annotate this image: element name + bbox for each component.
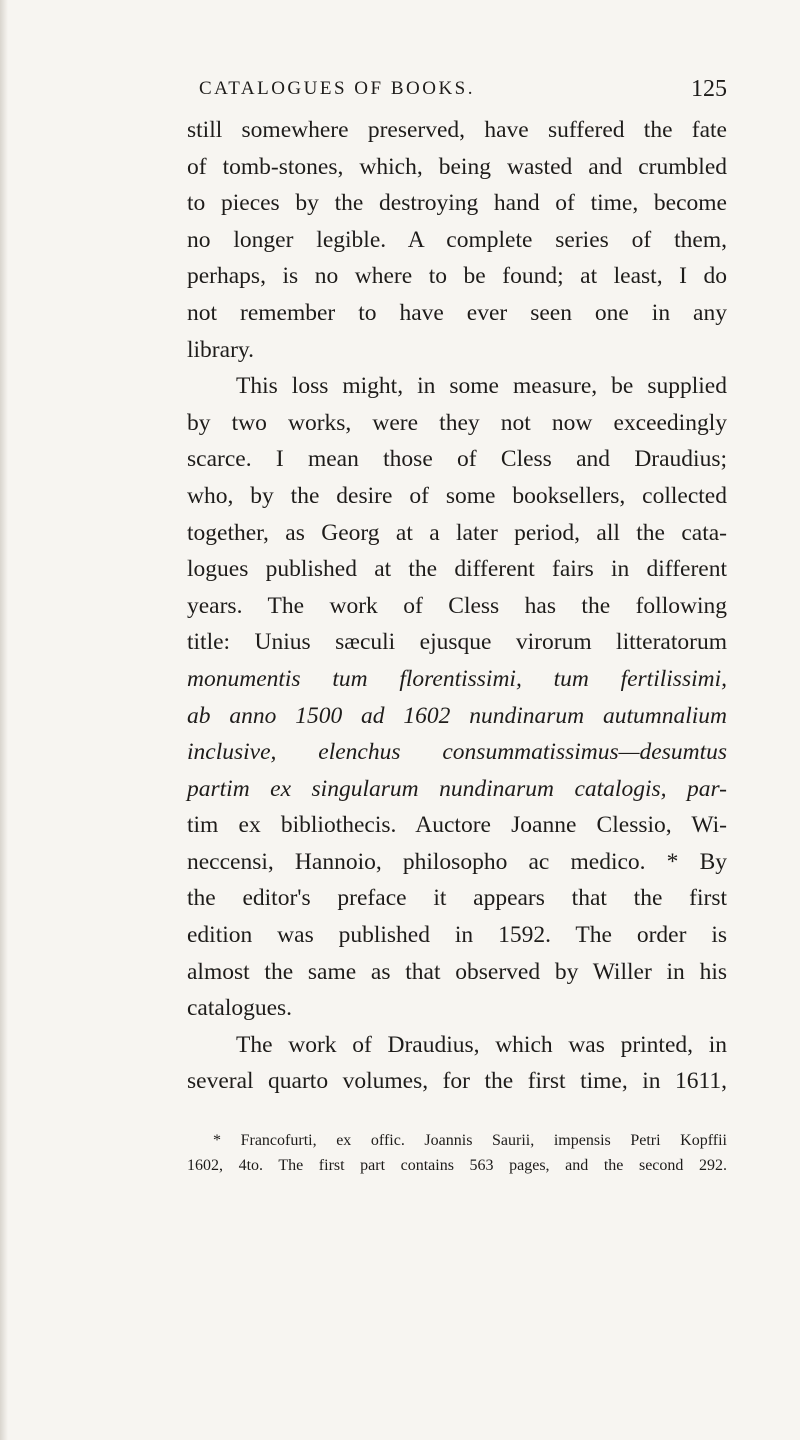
text-line: together, as Georg at a later period, all the cata- [187, 519, 727, 546]
footnote-line: 1602, 4to. The first part contains 563 pages, and the second 292. [187, 1157, 727, 1175]
text-line: to pieces by the destroying hand of time, become [187, 190, 727, 217]
page-number: 125 [691, 76, 727, 102]
running-head [187, 78, 727, 112]
text-line: title: Unius sæculi ejusque virorum litteratorum [187, 629, 727, 656]
text-line: still somewhere preserved, have suffered the fate [187, 117, 727, 143]
text-line: The work of Draudius, which was printed, in [236, 1031, 727, 1058]
text-line: edition was published in 1592. The order is [187, 922, 727, 949]
text-line: ab anno 1500 ad 1602 nundinarum autumnalium [187, 702, 727, 729]
text-line: partim ex singularum nundinarum catalogis, par- [187, 775, 727, 802]
text-line: logues published at the different fairs in different [187, 556, 727, 583]
text-line: several quarto volumes, for the first time, in 1611, [187, 1068, 727, 1095]
text-line: almost the same as that observed by Willer in his [187, 958, 727, 985]
text-line: of tomb-stones, which, being wasted and crumbled [187, 153, 727, 180]
running-title: CATALOGUES OF BOOKS. [199, 78, 475, 99]
book-page [187, 78, 727, 1178]
text-line: the editor's preface it appears that the first [187, 885, 727, 912]
text-line: This loss might, in some measure, be supplied [236, 373, 727, 400]
text-line: not remember to have ever seen one in any [187, 299, 727, 326]
text-line: no longer legible. A complete series of them, [187, 226, 727, 253]
page-edge-shadow [0, 0, 8, 1440]
body-text [187, 112, 727, 1100]
text-line: neccensi, Hannoio, philosopho ac medico. * By [187, 848, 727, 875]
text-line: catalogues. [187, 995, 293, 1022]
text-line: monumentis tum florentissimi, tum fertilissimi, [187, 665, 727, 692]
footnote [187, 1128, 727, 1178]
text-line: perhaps, is no where to be found; at least, I do [187, 263, 727, 290]
text-line: inclusive, elenchus consummatissimus—desumtus [187, 739, 727, 766]
footnote-line: * Francofurti, ex offic. Joannis Saurii, impensis Petri Kopffii [213, 1132, 727, 1150]
text-line: years. The work of Cless has the following [187, 592, 727, 619]
text-line: library. [187, 336, 254, 363]
text-line: tim ex bibliothecis. Auctore Joanne Clessio, Wi- [187, 812, 727, 839]
text-line: who, by the desire of some booksellers, collected [187, 482, 727, 509]
text-line: by two works, were they not now exceedingly [187, 409, 727, 436]
text-line: scarce. I mean those of Cless and Draudius; [187, 446, 727, 473]
